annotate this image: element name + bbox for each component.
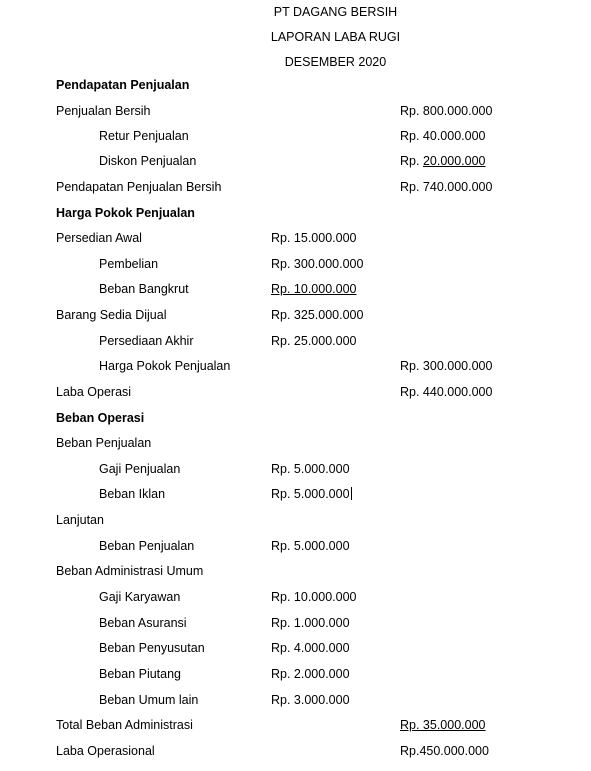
amount-total <box>400 152 486 170</box>
row-label: Beban Piutang <box>99 667 182 681</box>
row-label: Gaji Penjualan <box>99 462 181 476</box>
amount-sub: Rp. 15.000.000 <box>271 231 357 245</box>
amount-total: Rp. 300.000.000 <box>400 359 493 373</box>
table-row <box>0 742 591 760</box>
amount-sub: Rp. 3.000.000 <box>271 693 350 707</box>
table-row <box>0 460 591 478</box>
amount-sub: Rp. 4.000.000 <box>271 641 350 655</box>
row-label: Persediaan Akhir <box>99 334 194 348</box>
table-row <box>0 102 591 120</box>
amount-sub: Rp. 2.000.000 <box>271 667 350 681</box>
row-label: Pendapatan Penjualan <box>56 78 190 92</box>
amount-sub <box>271 485 352 503</box>
amount-total-underlined: Rp. 35.000.000 <box>400 718 486 732</box>
table-row <box>0 152 591 170</box>
table-row <box>0 588 591 606</box>
table-row <box>0 383 591 401</box>
amount-sub: Rp. 25.000.000 <box>271 334 357 348</box>
row-label: Harga Pokok Penjualan <box>56 206 195 220</box>
row-label: Pendapatan Penjualan Bersih <box>56 180 222 194</box>
row-label: Beban Penyusutan <box>99 641 205 655</box>
row-label: Beban Asuransi <box>99 616 187 630</box>
amount-sub: Rp. 5.000.000 <box>271 539 350 553</box>
row-label: Beban Operasi <box>56 411 145 425</box>
table-row <box>0 537 591 555</box>
table-row <box>0 665 591 683</box>
row-label: Beban Penjualan <box>99 539 195 553</box>
table-row <box>0 280 591 298</box>
row-label: Lanjutan <box>56 513 104 527</box>
table-row <box>0 229 591 247</box>
amount-value: Rp. 5.000.000 <box>271 487 350 501</box>
table-row <box>0 511 591 529</box>
amount-total: Rp.450.000.000 <box>400 744 489 758</box>
table-row <box>0 332 591 350</box>
amount-prefix: Rp. <box>400 154 423 168</box>
amount-total: Rp. 440.000.000 <box>400 385 493 399</box>
amount-sub: Rp. 1.000.000 <box>271 616 350 630</box>
table-row <box>0 562 591 580</box>
row-label: Diskon Penjualan <box>99 154 197 168</box>
row-label: Laba Operasi <box>56 385 132 399</box>
table-row <box>0 178 591 196</box>
row-label: Persedian Awal <box>56 231 142 245</box>
row-label: Beban Bangkrut <box>99 282 189 296</box>
row-label: Barang Sedia Dijual <box>56 308 167 322</box>
row-label: Beban Penjualan <box>56 436 152 450</box>
amount-sub-underlined: Rp. 10.000.000 <box>271 282 357 296</box>
amount-sub: Rp. 325.000.000 <box>271 308 364 322</box>
amount-total: Rp. 40.000.000 <box>400 129 486 143</box>
report-period: DESEMBER 2020 <box>284 55 387 69</box>
section-heading-revenue <box>0 76 591 94</box>
table-row <box>0 306 591 324</box>
report-title: LAPORAN LABA RUGI <box>270 30 401 44</box>
row-label: Beban Iklan <box>99 487 166 501</box>
row-label: Gaji Karyawan <box>99 590 181 604</box>
row-label: Retur Penjualan <box>99 129 189 143</box>
company-name: PT DAGANG BERSIH <box>273 5 398 19</box>
row-label: Beban Administrasi Umum <box>56 564 204 578</box>
table-row <box>0 127 591 145</box>
amount-total: Rp. 800.000.000 <box>400 104 493 118</box>
section-heading-cogs <box>0 204 591 222</box>
row-label: Harga Pokok Penjualan <box>99 359 231 373</box>
amount-sub: Rp. 5.000.000 <box>271 462 350 476</box>
table-row <box>0 639 591 657</box>
table-row <box>0 434 591 452</box>
table-row <box>0 614 591 632</box>
row-label: Beban Umum lain <box>99 693 199 707</box>
table-row <box>0 357 591 375</box>
amount-sub: Rp. 10.000.000 <box>271 590 357 604</box>
amount-sub: Rp. 300.000.000 <box>271 257 364 271</box>
amount-total: Rp. 740.000.000 <box>400 180 493 194</box>
table-row <box>0 255 591 273</box>
row-label: Total Beban Administrasi <box>56 718 193 732</box>
row-label: Penjualan Bersih <box>56 104 151 118</box>
amount-underlined: 20.000.000 <box>422 154 486 168</box>
row-label: Pembelian <box>99 257 159 271</box>
table-row <box>0 485 591 503</box>
table-row <box>0 716 591 734</box>
text-cursor <box>351 487 352 500</box>
table-row <box>0 691 591 709</box>
row-label: Laba Operasional <box>56 744 155 758</box>
section-heading-opex <box>0 409 591 427</box>
